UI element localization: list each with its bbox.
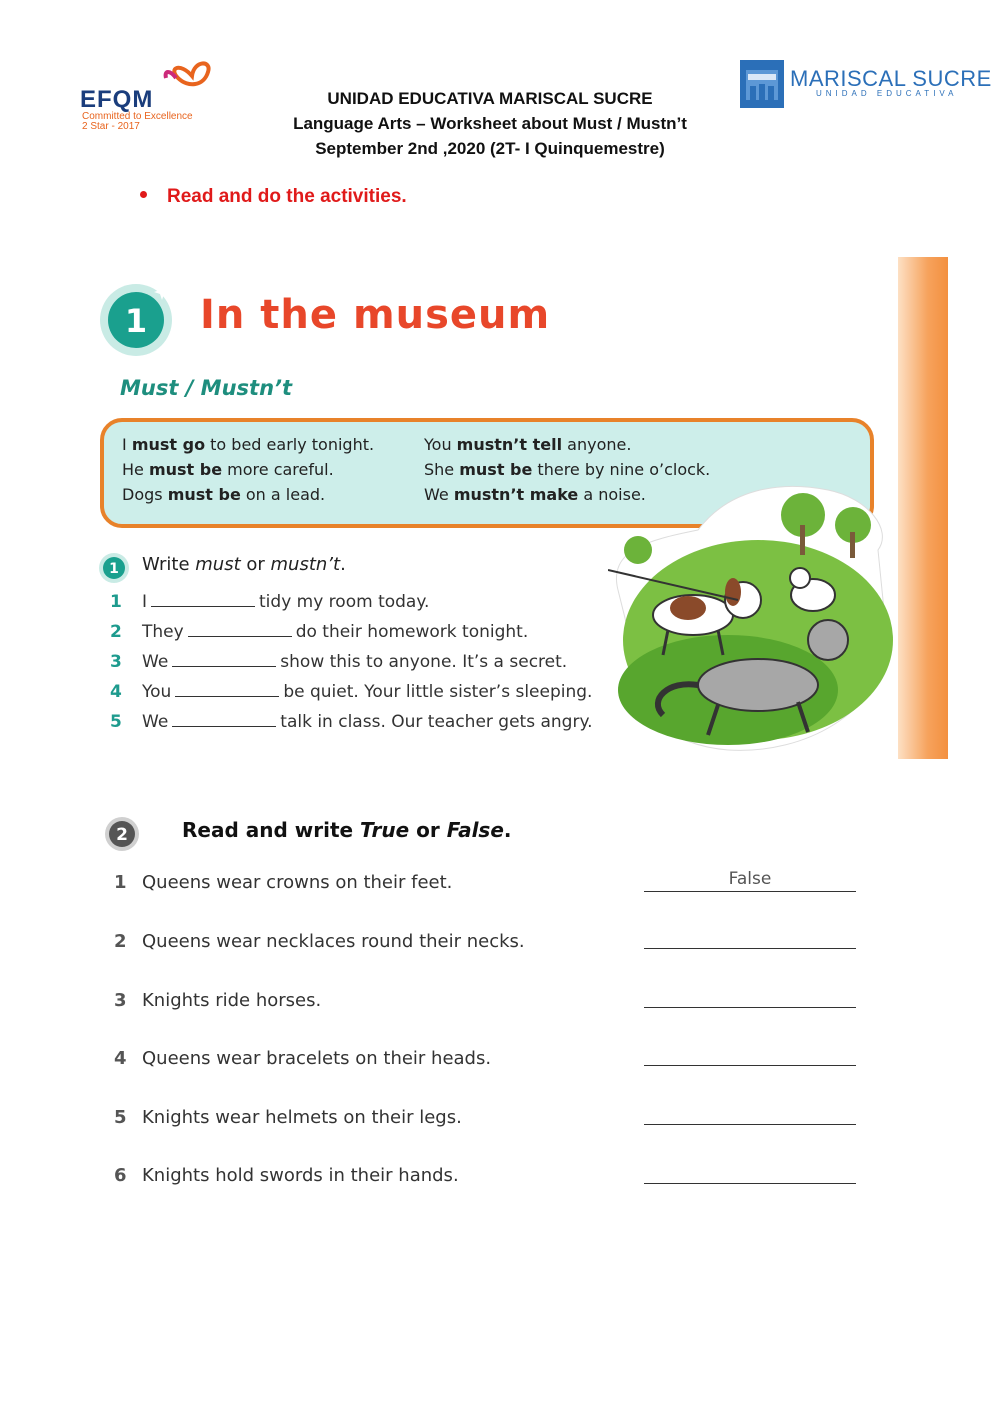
grammar-example: I must go to bed early tonight. (122, 435, 375, 454)
instruction: Read and do the activities. (140, 186, 407, 208)
answer-blank[interactable] (151, 590, 255, 607)
grammar-example: Dogs must be on a lead. (122, 485, 326, 504)
grammar-column-left (122, 432, 374, 507)
exercise-1-item: 5 We talk in class. Our teacher gets angry. (110, 712, 593, 732)
grammar-example: You mustn’t tell anyone. (424, 435, 632, 454)
mariscal-sucre-name: MARISCAL SUCRE (790, 66, 992, 91)
answer-blank[interactable] (188, 620, 292, 637)
bullet-icon (140, 191, 147, 198)
exercise-1-item: 3 We show this to anyone. It’s a secret. (110, 652, 568, 672)
number-badge-icon (104, 816, 140, 852)
number-badge-icon (98, 552, 130, 584)
school-building-icon (740, 60, 784, 108)
answer-line[interactable] (644, 926, 856, 949)
grammar-example: We mustn’t make a noise. (424, 485, 646, 504)
park-illustration (608, 470, 893, 760)
section-1-badge (98, 280, 178, 360)
grammar-example: She must be there by nine o’clock. (424, 460, 711, 479)
mariscal-sucre-sub: UNIDAD EDUCATIVA (816, 89, 958, 98)
exercise-1-item: 4 You be quiet. Your little sister’s sleeping. (110, 682, 593, 702)
worksheet-header (230, 86, 750, 161)
answer-blank[interactable] (172, 710, 276, 727)
exercise-1-item: 1 I tidy my room today. (110, 592, 430, 612)
date-line: September 2nd ,2020 (2T- I Quinquemestre) (315, 139, 665, 158)
efqm-logo-tagline: Committed to Excellence 2 Star - 2017 (82, 111, 193, 132)
true-false-item: 2 Queens wear necklaces round their necks. (114, 931, 525, 952)
exercise-1-badge (98, 552, 130, 584)
section-1-title: In the museum (200, 292, 551, 338)
mariscal-sucre-logo (740, 60, 784, 108)
exercise-1-heading: Write must or mustn’t. (142, 554, 346, 575)
answer-line[interactable] (644, 985, 856, 1008)
true-false-item: 3 Knights ride horses. (114, 990, 322, 1011)
section-1-subtitle: Must / Mustn’t (120, 376, 293, 400)
section-2-title: Read and write True or False. (182, 818, 512, 842)
true-false-item: 6 Knights hold swords in their hands. (114, 1165, 459, 1186)
subject-line: Language Arts – Worksheet about Must / Mustn’t (293, 114, 687, 133)
section-2-badge (104, 816, 140, 852)
number-badge-icon (98, 280, 178, 360)
answer-line[interactable]: False (644, 869, 856, 892)
true-false-item: 5 Knights wear helmets on their legs. (114, 1107, 462, 1128)
answer-line[interactable] (644, 1043, 856, 1066)
true-false-item: 1 Queens wear crowns on their feet. (114, 872, 453, 893)
orange-side-bar (898, 257, 948, 759)
svg-text:1: 1 (124, 302, 148, 340)
true-false-item: 4 Queens wear bracelets on their heads. (114, 1048, 492, 1069)
grammar-example: He must be more careful. (122, 460, 334, 479)
answer-blank[interactable] (175, 680, 279, 697)
svg-text:1: 1 (109, 561, 119, 577)
answer-blank[interactable] (172, 650, 276, 667)
answer-line[interactable] (644, 1102, 856, 1125)
school-name: UNIDAD EDUCATIVA MARISCAL SUCRE (327, 89, 653, 108)
exercise-1-item: 2 They do their homework tonight. (110, 622, 529, 642)
answer-line[interactable] (644, 1161, 856, 1184)
efqm-logo-word: EFQM (80, 86, 154, 113)
svg-text:2: 2 (116, 825, 128, 845)
dog-and-cat-park-icon (608, 470, 893, 760)
